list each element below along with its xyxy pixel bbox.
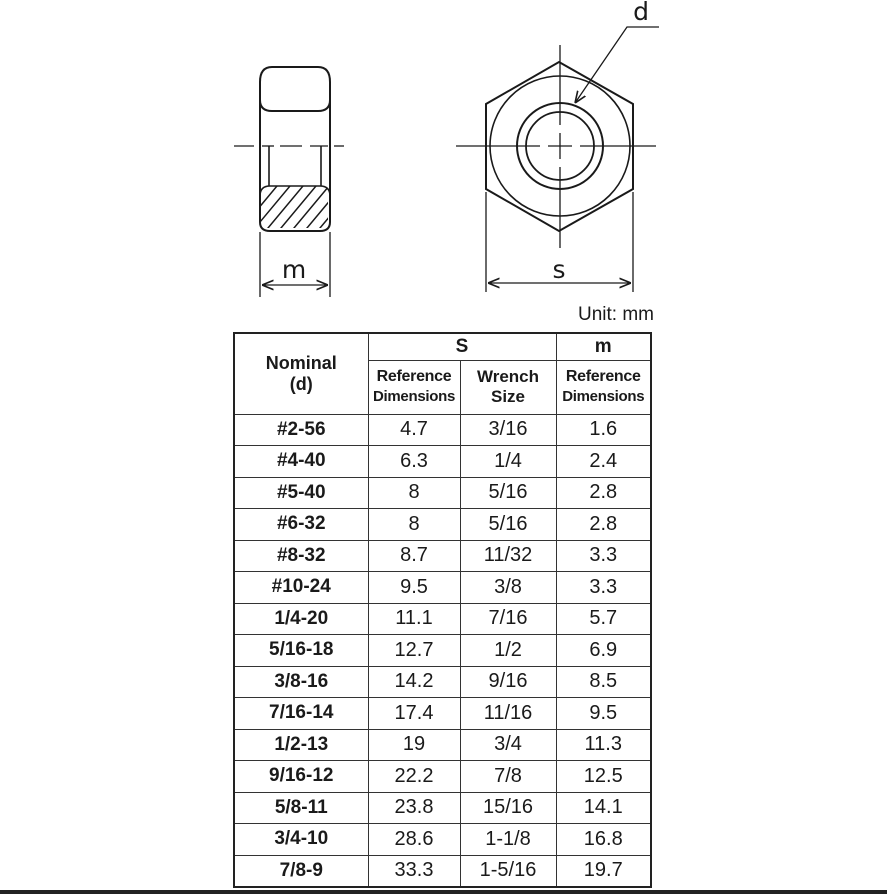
m-reference-cell: 1.6 — [556, 414, 651, 446]
wrench-size-cell: 5/16 — [460, 477, 556, 509]
nominal-cell: #4-40 — [234, 446, 368, 478]
nominal-cell: 3/8-16 — [234, 666, 368, 698]
nominal-cell: #8-32 — [234, 540, 368, 572]
wrench-size-cell: 1-1/8 — [460, 824, 556, 856]
nominal-cell: #10-24 — [234, 572, 368, 604]
wrench-size-cell: 5/16 — [460, 509, 556, 541]
table-header — [234, 333, 651, 414]
nominal-cell: #6-32 — [234, 509, 368, 541]
wrench-size-cell: 9/16 — [460, 666, 556, 698]
s-reference-cell: 17.4 — [368, 698, 460, 730]
nominal-cell: 5/16-18 — [234, 635, 368, 667]
s-group-header: S — [368, 333, 556, 360]
nominal-cell: 9/16-12 — [234, 761, 368, 793]
wrench-size-header — [460, 360, 556, 414]
d-leader — [575, 27, 659, 103]
s-reference-line1: Reference — [376, 368, 452, 385]
s-reference-cell: 9.5 — [368, 572, 460, 604]
nominal-cell: #2-56 — [234, 414, 368, 446]
nominal-cell: 7/8-9 — [234, 855, 368, 887]
m-reference-cell: 11.3 — [556, 729, 651, 761]
s-label: s — [552, 255, 566, 284]
m-reference-cell: 2.8 — [556, 509, 651, 541]
bottom-rule — [0, 890, 887, 894]
m-reference-cell: 16.8 — [556, 824, 651, 856]
table-row — [234, 824, 651, 856]
table-row — [234, 855, 651, 887]
table-row — [234, 509, 651, 541]
unit-label: Unit: mm — [578, 304, 654, 325]
nominal-header-label: Nominal — [265, 352, 337, 373]
wrench-size-cell: 3/8 — [460, 572, 556, 604]
table-row — [234, 414, 651, 446]
m-reference-cell: 6.9 — [556, 635, 651, 667]
m-reference-cell: 2.8 — [556, 477, 651, 509]
table-row — [234, 603, 651, 635]
wrench-size-cell: 1/4 — [460, 446, 556, 478]
s-reference-cell: 33.3 — [368, 855, 460, 887]
wrench-size-cell: 7/16 — [460, 603, 556, 635]
m-group-header: m — [556, 333, 651, 360]
hex-nut-spec-table — [233, 332, 652, 888]
s-reference-cell: 8.7 — [368, 540, 460, 572]
s-reference-cell: 28.6 — [368, 824, 460, 856]
m-reference-cell: 3.3 — [556, 540, 651, 572]
nominal-cell: 5/8-11 — [234, 792, 368, 824]
s-reference-cell: 19 — [368, 729, 460, 761]
m-reference-cell: 3.3 — [556, 572, 651, 604]
table-row — [234, 792, 651, 824]
table-row — [234, 729, 651, 761]
wrench-size-line2: Size — [490, 387, 526, 406]
s-reference-header — [368, 360, 460, 414]
hex-nut-drawing — [0, 0, 887, 330]
m-reference-cell: 14.1 — [556, 792, 651, 824]
nominal-cell: 1/4-20 — [234, 603, 368, 635]
table-row — [234, 540, 651, 572]
table-row — [234, 446, 651, 478]
s-reference-cell: 4.7 — [368, 414, 460, 446]
m-reference-cell: 8.5 — [556, 666, 651, 698]
table-row — [234, 698, 651, 730]
table-body — [234, 414, 651, 887]
wrench-size-cell: 3/4 — [460, 729, 556, 761]
m-reference-cell: 2.4 — [556, 446, 651, 478]
s-reference-cell: 22.2 — [368, 761, 460, 793]
s-reference-cell: 8 — [368, 509, 460, 541]
d-label: d — [633, 0, 649, 26]
m-reference-cell: 19.7 — [556, 855, 651, 887]
wrench-size-cell: 11/32 — [460, 540, 556, 572]
wrench-size-cell: 11/16 — [460, 698, 556, 730]
wrench-size-cell: 15/16 — [460, 792, 556, 824]
nominal-cell: 7/16-14 — [234, 698, 368, 730]
nominal-cell: #5-40 — [234, 477, 368, 509]
table-row — [234, 635, 651, 667]
nominal-header-sub: (d) — [289, 373, 313, 394]
nominal-header — [234, 333, 368, 414]
nominal-cell: 3/4-10 — [234, 824, 368, 856]
wrench-size-cell: 1/2 — [460, 635, 556, 667]
wrench-size-cell: 1-5/16 — [460, 855, 556, 887]
wrench-size-cell: 3/16 — [460, 414, 556, 446]
m-reference-line2: Dimensions — [562, 388, 645, 405]
s-reference-cell: 11.1 — [368, 603, 460, 635]
table-row — [234, 572, 651, 604]
s-reference-cell: 6.3 — [368, 446, 460, 478]
wrench-size-cell: 7/8 — [460, 761, 556, 793]
m-reference-cell: 5.7 — [556, 603, 651, 635]
m-reference-line1: Reference — [565, 368, 641, 385]
s-reference-line2: Dimensions — [372, 388, 456, 405]
table-row — [234, 477, 651, 509]
m-label: m — [281, 255, 307, 284]
table-row — [234, 666, 651, 698]
s-reference-cell: 8 — [368, 477, 460, 509]
s-reference-cell: 14.2 — [368, 666, 460, 698]
s-reference-cell: 12.7 — [368, 635, 460, 667]
m-reference-cell: 12.5 — [556, 761, 651, 793]
nut-side-view — [232, 67, 360, 240]
nominal-cell: 1/2-13 — [234, 729, 368, 761]
table-row — [234, 761, 651, 793]
m-reference-header — [556, 360, 651, 414]
m-reference-cell: 9.5 — [556, 698, 651, 730]
wrench-size-line1: Wrench — [476, 367, 540, 386]
s-reference-cell: 23.8 — [368, 792, 460, 824]
